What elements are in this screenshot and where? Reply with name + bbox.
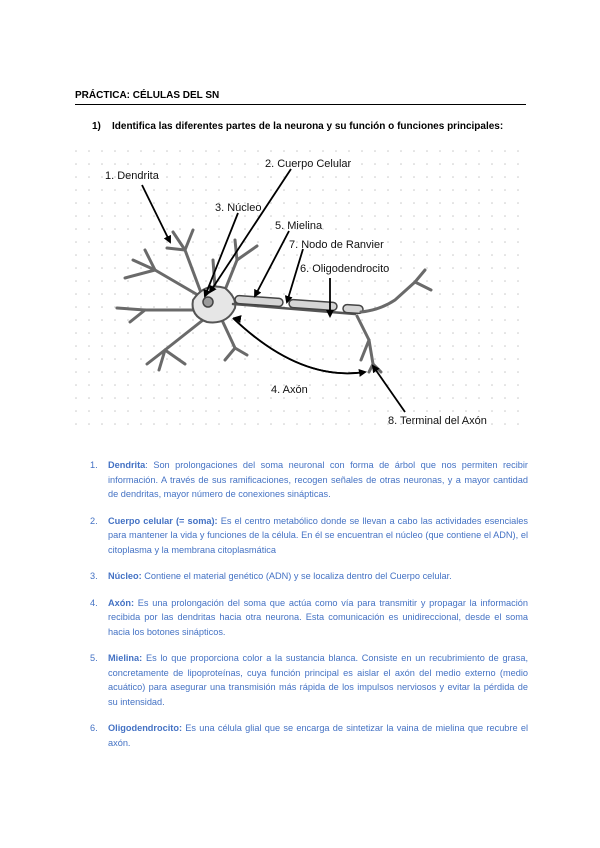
- cell-body: [193, 287, 236, 323]
- answer-number: 4.: [90, 597, 98, 608]
- answer-number: 6.: [90, 723, 98, 733]
- label-axon: 4. Axón: [271, 384, 308, 396]
- answer-number: 5.: [90, 653, 98, 663]
- answer-text: Es una célula glial que se encarga de sintetizar la vaina de mielina que recubre el axón.: [108, 723, 528, 748]
- answer-term: Dendrita: [108, 460, 146, 470]
- answer-number: 1.: [90, 460, 98, 470]
- answer-term: Axón:: [108, 597, 135, 608]
- answer-item-oligodendrocito: [90, 721, 528, 750]
- answer-text: Es el centro metabólico donde se llevan a cabo las actividades esenciales para mantener la vida y funciones de la célula. En él se encuentran el núcleo (que contiene el ADN), el citoplasma y la membrana citoplasmática: [108, 515, 529, 555]
- question-number: 1): [92, 121, 101, 132]
- answer-term: Núcleo:: [108, 571, 142, 581]
- answer-term: Oligodendrocito:: [108, 723, 183, 733]
- answer-item-cuerpo-celular: [90, 514, 528, 558]
- answer-item-axon: [90, 596, 528, 640]
- answer-term: Mielina:: [108, 653, 143, 663]
- answer-item-dendrita: 1. Dendrita: Son prolongaciones del soma neuronal con forma de árbol que nos permiten recibir información. A través de sus ramificaciones, recogen señales de otras neuronas, y a mayor cantidad de dendritas, mayor número de conexiones sinápticas.: [90, 460, 528, 499]
- answer-item-mielina: [90, 651, 528, 709]
- label-cuerpo-celular: 2. Cuerpo Celular: [265, 158, 352, 170]
- answer-number: 3.: [90, 571, 98, 581]
- label-dendrita: 1. Dendrita: [105, 170, 159, 182]
- neuron-diagram: [75, 150, 525, 435]
- answer-item-nucleo: [90, 569, 528, 584]
- label-nodo-ranvier: 7. Nodo de Ranvier: [289, 239, 384, 251]
- answer-term: Cuerpo celular (= soma):: [108, 515, 218, 526]
- nucleus: [203, 297, 213, 307]
- label-terminal-axon: 8. Terminal del Axón: [388, 415, 487, 427]
- answer-text: Es lo que proporciona color a la sustancia blanca. Consiste en un recubrimiento de grasa, concretamente de lipoproteínas, cuya función principal es aislar el axón del medio externo (medio acuático) para asegurar una transmisión más rápida de los impulsos nerviosos y evitar la pérdida de su intensidad.: [108, 653, 528, 707]
- answer-number: 2.: [90, 515, 98, 526]
- question-1: [92, 121, 532, 132]
- answer-text: Son prolongaciones del soma neuronal con forma de árbol que nos permiten recibir información. A través de sus ramificaciones, recogen señales de otras neuronas, y a mayor cantidad de dendritas, mayor número de conexiones sinápticas.: [108, 460, 528, 499]
- neuron-figure: [75, 150, 525, 435]
- answer-text: Contiene el material genético (ADN) y se localiza dentro del Cuerpo celular.: [144, 571, 452, 581]
- page-title: PRÁCTICA: CÉLULAS DEL SN: [75, 90, 526, 105]
- answers-list: [90, 458, 528, 762]
- label-nucleo: 3. Núcleo: [215, 202, 262, 214]
- label-mielina: 5. Mielina: [275, 220, 323, 232]
- answer-text: Es una prolongación del soma que actúa como vía para transmitir y propagar la información recibida por las dendritas hacia otra neurona. Esta comunicación es unidireccional, desde el soma hacia los botones sinápticos.: [108, 597, 528, 637]
- question-text: Identifica las diferentes partes de la neurona y su función o funciones principales:: [112, 121, 504, 132]
- label-oligodendrocito: 6. Oligodendrocito: [300, 263, 390, 275]
